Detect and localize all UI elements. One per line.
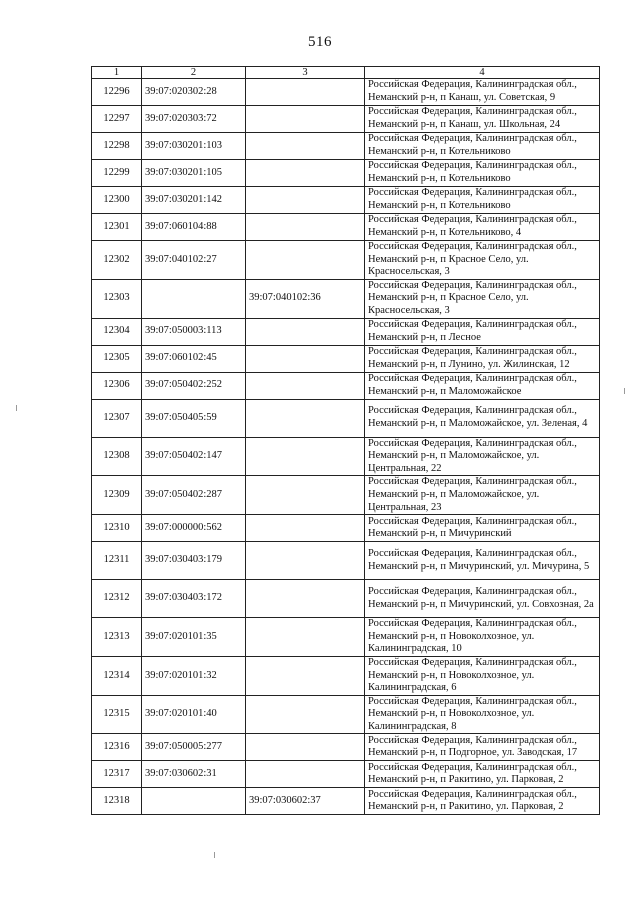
address-cell: Российская Федерация, Калининградская обл., Неманский р-н, п Маломожайское (365, 372, 600, 399)
cadastral-number-cell: 39:07:050402:287 (142, 476, 246, 515)
cadastral-number-cell: 39:07:030403:179 (142, 542, 246, 580)
table-row (92, 106, 600, 133)
row-number-cell: 12297 (92, 106, 142, 133)
cadastral-number-cell: 39:07:020101:35 (142, 618, 246, 657)
address-cell: Российская Федерация, Калининградская обл., Неманский р-н, п Новоколхозное, ул. Калининградская, 8 (365, 695, 600, 734)
row-number-cell: 12296 (92, 79, 142, 106)
parent-cadastral-number-cell (246, 160, 365, 187)
address-cell: Российская Федерация, Калининградская обл., Неманский р-н, п Подгорное, ул. Заводская, 17 (365, 734, 600, 761)
column-header-4: 4 (365, 67, 600, 79)
row-number-cell: 12316 (92, 734, 142, 761)
address-cell: Российская Федерация, Калининградская обл., Неманский р-н, п Маломожайское, ул. Зеленая, 4 (365, 399, 600, 437)
table-row (92, 542, 600, 580)
address-cell: Российская Федерация, Калининградская обл., Неманский р-н, п Ракитино, ул. Парковая, 2 (365, 761, 600, 788)
table-row (92, 241, 600, 280)
column-header-2: 2 (142, 67, 246, 79)
address-cell: Российская Федерация, Калининградская обл., Неманский р-н, п Котельниково (365, 133, 600, 160)
address-cell: Российская Федерация, Калининградская обл., Неманский р-н, п Мичуринский (365, 515, 600, 542)
address-cell: Российская Федерация, Калининградская обл., Неманский р-н, п Котельниково, 4 (365, 214, 600, 241)
scan-mark (16, 405, 17, 411)
table-body (92, 79, 600, 815)
parent-cadastral-number-cell (246, 580, 365, 618)
cadastral-number-cell: 39:07:020101:32 (142, 656, 246, 695)
cadastral-number-cell: 39:07:050005:277 (142, 734, 246, 761)
table-row (92, 695, 600, 734)
address-cell: Российская Федерация, Калининградская обл., Неманский р-н, п Красное Село, ул. Красносельская, 3 (365, 241, 600, 280)
row-number-cell: 12314 (92, 656, 142, 695)
row-number-cell: 12308 (92, 437, 142, 476)
table-row (92, 437, 600, 476)
row-number-cell: 12298 (92, 133, 142, 160)
cadastral-number-cell (142, 788, 246, 815)
scan-mark (214, 852, 215, 858)
table-header-row (92, 67, 600, 79)
table-row (92, 345, 600, 372)
cadastral-number-cell: 39:07:020101:40 (142, 695, 246, 734)
row-number-cell: 12318 (92, 788, 142, 815)
table-row (92, 214, 600, 241)
parent-cadastral-number-cell (246, 476, 365, 515)
table-row (92, 399, 600, 437)
parent-cadastral-number-cell (246, 695, 365, 734)
row-number-cell: 12304 (92, 318, 142, 345)
table-row (92, 372, 600, 399)
table-row (92, 618, 600, 657)
table-row (92, 160, 600, 187)
table-row (92, 761, 600, 788)
row-number-cell: 12307 (92, 399, 142, 437)
row-number-cell: 12300 (92, 187, 142, 214)
table-row (92, 515, 600, 542)
parent-cadastral-number-cell (246, 345, 365, 372)
cadastral-number-cell: 39:07:030201:105 (142, 160, 246, 187)
parent-cadastral-number-cell (246, 618, 365, 657)
cadastral-number-cell: 39:07:030403:172 (142, 580, 246, 618)
address-cell: Российская Федерация, Калининградская обл., Неманский р-н, п Лунино, ул. Жилинская, 12 (365, 345, 600, 372)
row-number-cell: 12313 (92, 618, 142, 657)
address-cell: Российская Федерация, Калининградская обл., Неманский р-н, п Котельниково (365, 160, 600, 187)
cadastral-number-cell: 39:07:030602:31 (142, 761, 246, 788)
address-cell: Российская Федерация, Калининградская обл., Неманский р-н, п Мичуринский, ул. Мичурина, 5 (365, 542, 600, 580)
table-row (92, 133, 600, 160)
address-cell: Российская Федерация, Калининградская обл., Неманский р-н, п Котельниково (365, 187, 600, 214)
parent-cadastral-number-cell: 39:07:040102:36 (246, 279, 365, 318)
cadastral-number-cell: 39:07:030201:103 (142, 133, 246, 160)
address-cell: Российская Федерация, Калининградская обл., Неманский р-н, п Канаш, ул. Школьная, 24 (365, 106, 600, 133)
parent-cadastral-number-cell (246, 106, 365, 133)
parent-cadastral-number-cell (246, 734, 365, 761)
cadastral-number-cell (142, 279, 246, 318)
address-cell: Российская Федерация, Калининградская обл., Неманский р-н, п Лесное (365, 318, 600, 345)
row-number-cell: 12301 (92, 214, 142, 241)
row-number-cell: 12309 (92, 476, 142, 515)
address-cell: Российская Федерация, Калининградская обл., Неманский р-н, п Маломожайское, ул. Центральная, 22 (365, 437, 600, 476)
cadastral-number-cell: 39:07:060104:88 (142, 214, 246, 241)
table-row (92, 476, 600, 515)
column-header-3: 3 (246, 67, 365, 79)
row-number-cell: 12305 (92, 345, 142, 372)
parent-cadastral-number-cell (246, 372, 365, 399)
parent-cadastral-number-cell: 39:07:030602:37 (246, 788, 365, 815)
address-cell: Российская Федерация, Калининградская обл., Неманский р-н, п Новоколхозное, ул. Калининградская, 10 (365, 618, 600, 657)
table-row (92, 318, 600, 345)
parent-cadastral-number-cell (246, 187, 365, 214)
parent-cadastral-number-cell (246, 318, 365, 345)
cadastral-number-cell: 39:07:050003:113 (142, 318, 246, 345)
cadastral-number-cell: 39:07:040102:27 (142, 241, 246, 280)
cadastral-number-cell: 39:07:000000:562 (142, 515, 246, 542)
parent-cadastral-number-cell (246, 79, 365, 106)
parent-cadastral-number-cell (246, 761, 365, 788)
row-number-cell: 12299 (92, 160, 142, 187)
parent-cadastral-number-cell (246, 437, 365, 476)
row-number-cell: 12310 (92, 515, 142, 542)
parent-cadastral-number-cell (246, 542, 365, 580)
scan-mark (624, 388, 625, 394)
cadastral-number-cell: 39:07:030201:142 (142, 187, 246, 214)
table-row (92, 656, 600, 695)
address-cell: Российская Федерация, Калининградская обл., Неманский р-н, п Ракитино, ул. Парковая, 2 (365, 788, 600, 815)
parent-cadastral-number-cell (246, 399, 365, 437)
cadastral-number-cell: 39:07:050402:147 (142, 437, 246, 476)
cadastral-number-cell: 39:07:050405:59 (142, 399, 246, 437)
row-number-cell: 12311 (92, 542, 142, 580)
table-row (92, 187, 600, 214)
address-cell: Российская Федерация, Калининградская обл., Неманский р-н, п Красное Село, ул. Красносельская, 3 (365, 279, 600, 318)
table-row (92, 734, 600, 761)
row-number-cell: 12312 (92, 580, 142, 618)
address-cell: Российская Федерация, Калининградская обл., Неманский р-н, п Мичуринский, ул. Совхозная, 2а (365, 580, 600, 618)
registry-table (91, 66, 600, 815)
cadastral-number-cell: 39:07:050402:252 (142, 372, 246, 399)
row-number-cell: 12303 (92, 279, 142, 318)
parent-cadastral-number-cell (246, 656, 365, 695)
address-cell: Российская Федерация, Калининградская обл., Неманский р-н, п Канаш, ул. Советская, 9 (365, 79, 600, 106)
parent-cadastral-number-cell (246, 515, 365, 542)
table-row (92, 279, 600, 318)
address-cell: Российская Федерация, Калининградская обл., Неманский р-н, п Маломожайское, ул. Центральная, 23 (365, 476, 600, 515)
table-row (92, 79, 600, 106)
parent-cadastral-number-cell (246, 133, 365, 160)
page-number: 516 (308, 34, 332, 50)
table-row (92, 788, 600, 815)
cadastral-number-cell: 39:07:020303:72 (142, 106, 246, 133)
row-number-cell: 12317 (92, 761, 142, 788)
row-number-cell: 12315 (92, 695, 142, 734)
parent-cadastral-number-cell (246, 214, 365, 241)
row-number-cell: 12306 (92, 372, 142, 399)
table-row (92, 580, 600, 618)
cadastral-number-cell: 39:07:060102:45 (142, 345, 246, 372)
column-header-1: 1 (92, 67, 142, 79)
cadastral-number-cell: 39:07:020302:28 (142, 79, 246, 106)
address-cell: Российская Федерация, Калининградская обл., Неманский р-н, п Новоколхозное, ул. Калининградская, 6 (365, 656, 600, 695)
parent-cadastral-number-cell (246, 241, 365, 280)
row-number-cell: 12302 (92, 241, 142, 280)
